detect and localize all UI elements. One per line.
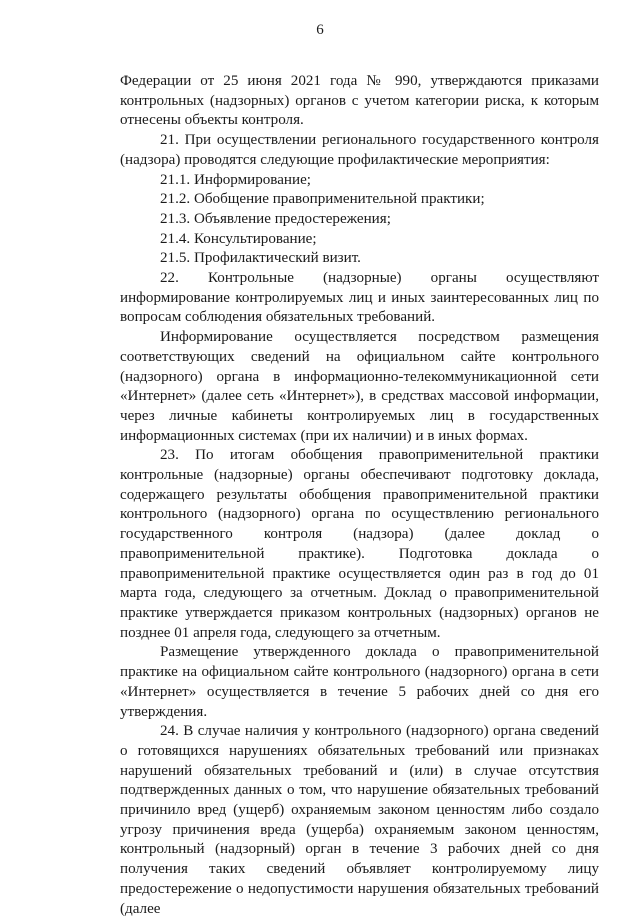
paragraph-23: 23. По итогам обобщения правоприменительной практики контрольные (надзорные) органы обеспечивают подготовку доклада, содержащего результаты обобщения правоприменительной практики контрольного (надзорного) органа по осуществлению регионального государственного контроля (надзора) (далее доклад о правоприменительной практике). Подготовка доклада о правоприменительной практике осуществляется один раз в год до 01 марта года, следующего за отчетным. Доклад о правоприменительной практике утверждается приказом контрольных (надзорных) органов не позднее 01 апреля года, следующего за отчетным. xyxy=(120,447,599,641)
paragraph-22: 22. Контрольные (надзорные) органы осуществляют информирование контролируемых лиц и иных заинтересованных лиц по вопросам соблюдения обязательных требований. xyxy=(120,270,599,326)
paragraph-22-informing: Информирование осуществляется посредством размещения соответствующих сведений на официальном сайте контрольного (надзорного) органа в информационно-телекоммуникационной сети «Интернет» (далее сеть «Интернет»), в средствах массовой информации, через личные кабинеты контролируемых лиц в государственных информационных системах (при их наличии) и в иных формах. xyxy=(120,329,599,444)
paragraph-21: 21. При осуществлении регионального государственного контроля (надзора) проводятся следующие профилактические мероприятия: xyxy=(120,132,599,168)
list-item-21-4: 21.4. Консультирование; xyxy=(160,230,317,247)
paragraph-23-publication: Размещение утвержденного доклада о правоприменительной практике на официальном сайте контрольного (надзорного) органа в сети «Интернет» осуществляется в течение 5 рабочих дней со дня его утверждения. xyxy=(120,644,599,720)
paragraph-continuation: Федерации от 25 июня 2021 года № 990, утверждаются приказами контрольных (надзорных) органов с учетом категории риска, к которым отнесены объекты контроля. xyxy=(120,73,599,129)
list-item-21-3: 21.3. Объявление предостережения; xyxy=(160,210,391,227)
list-item-21-5: 21.5. Профилактический визит. xyxy=(160,250,361,267)
list-item-21-2: 21.2. Обобщение правоприменительной практики; xyxy=(160,191,485,208)
document-body xyxy=(120,72,599,919)
list-item-21-1: 21.1. Информирование; xyxy=(160,171,311,188)
page-number: 6 xyxy=(316,22,324,38)
paragraph-24: 24. В случае наличия у контрольного (надзорного) органа сведений о готовящихся нарушениях обязательных требований или признаках нарушений обязательных требований и (или) в случае отсутствия подтвержденных данных о том, что нарушение обязательных требований причинило вред (ущерб) охраняемым законом ценностям либо создало угрозу причинения вреда (ущерба) охраняемым законом ценностям, контрольный (надзорный) орган в течение 3 рабочих дней со дня получения таких сведений объявляет контролируемому лицу предостережение о недопустимости нарушения обязательных требований (далее xyxy=(120,723,599,917)
